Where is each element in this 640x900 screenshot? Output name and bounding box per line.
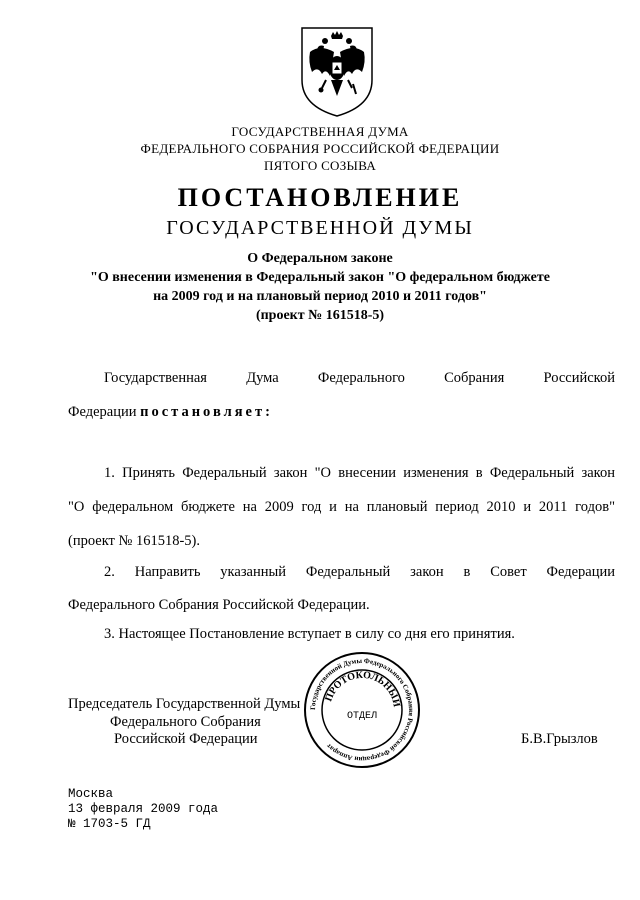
signature-position-line-2: Федерального Собрания xyxy=(110,714,261,730)
preamble-start: Федерации xyxy=(68,404,137,420)
preamble-line-2 xyxy=(68,404,615,421)
item-2-line-1: 2. Направить указанный Федеральный закон в Совет Федерации xyxy=(104,564,615,580)
item-3-line-1: 3. Настоящее Постановление вступает в силу со дня его принятия. xyxy=(104,626,515,642)
issue-city: Москва xyxy=(68,787,114,801)
seal-center-text: ОТДЕЛ xyxy=(346,711,378,722)
item-1-line-2: "О федеральном бюджете на 2009 год и на плановый период 2010 и 2011 годов" xyxy=(68,499,615,515)
law-title-line-3: на 2009 год и на плановый период 2010 и 2011 годов" xyxy=(153,289,487,304)
seal-outer-text: Государственной Думы Федерального Собрания Российской Федерации Аппарат xyxy=(308,656,416,764)
document-type-subtitle: ГОСУДАРСТВЕННОЙ ДУМЫ xyxy=(166,217,474,239)
protocol-department-seal xyxy=(302,650,422,770)
issuer-line-1: ГОСУДАРСТВЕННАЯ ДУМА xyxy=(231,124,409,139)
issuer-line-2: ФЕДЕРАЛЬНОГО СОБРАНИЯ РОССИЙСКОЙ ФЕДЕРАЦИИ xyxy=(140,141,500,156)
decision-verb: постановляет: xyxy=(140,404,273,420)
item-2-line-2: Федерального Собрания Российской Федерации. xyxy=(68,597,370,613)
signature-position-line-3: Российской Федерации xyxy=(114,731,258,747)
law-title-line-1: О Федеральном законе xyxy=(247,251,393,266)
item-1-line-1: 1. Принять Федеральный закон "О внесении изменения в Федеральный закон xyxy=(104,465,615,481)
issuer-line-3: ПЯТОГО СОЗЫВА xyxy=(263,158,377,173)
coat-of-arms-icon xyxy=(298,22,376,120)
item-1-line-3: (проект № 161518-5). xyxy=(68,533,201,549)
law-title-line-2: "О внесении изменения в Федеральный закон "О федеральном бюджете xyxy=(90,270,550,285)
signature-position-line-1: Председатель Государственной Думы xyxy=(68,696,301,712)
law-title-line-4: (проект № 161518-5) xyxy=(255,308,385,323)
document-number: № 1703-5 ГД xyxy=(68,817,151,831)
preamble-line-1: Государственная Дума Федерального Собрания Российской xyxy=(104,370,615,386)
seal-inner-text: ПРОТОКОЛЬНЫЙ xyxy=(323,669,402,708)
document-type-title: ПОСТАНОВЛЕНИЕ xyxy=(177,183,463,212)
issue-date: 13 февраля 2009 года xyxy=(68,802,219,816)
signatory-name: Б.В.Грызлов xyxy=(521,731,598,747)
